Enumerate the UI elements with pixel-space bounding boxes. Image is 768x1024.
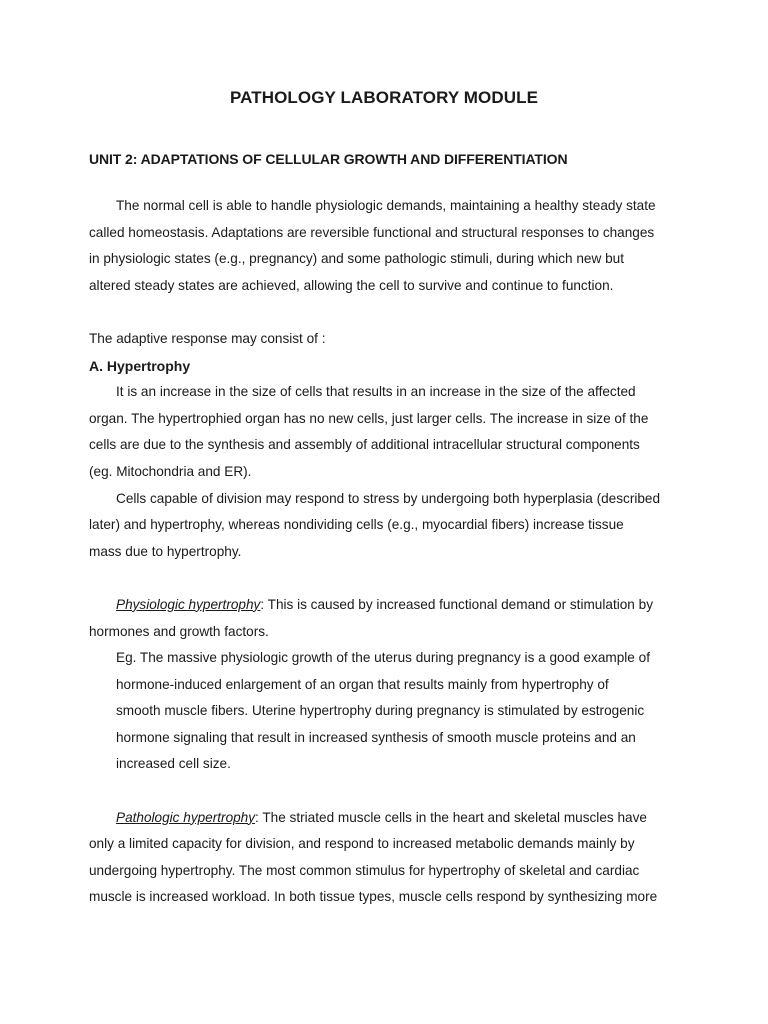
example-line: Eg. The massive physiologic growth of the uterus during pregnancy is a good example of — [116, 650, 650, 666]
physiologic-term: Physiologic hypertrophy — [116, 596, 261, 612]
section-a-heading: A. Hypertrophy — [89, 357, 191, 374]
physiologic-line — [89, 592, 684, 619]
hypertrophy-line: cells are due to the synthesis and assembly of additional intracellular structural components — [89, 437, 640, 453]
pathologic-text: : The striated muscle cells in the heart and skeletal muscles have — [255, 809, 647, 825]
pathologic-line: undergoing hypertrophy. The most common stimulus for hypertrophy of skeletal and cardiac — [89, 862, 640, 878]
physiologic-text: : This is caused by increased functional demand or stimulation by — [260, 596, 653, 612]
hypertrophy-line: mass due to hypertrophy. — [89, 543, 242, 559]
adaptive-intro: The adaptive response may consist of : — [89, 330, 326, 346]
example-line: smooth muscle fibers. Uterine hypertrophy during pregnancy is stimulated by estrogenic — [116, 703, 645, 719]
pathologic-line: muscle is increased workload. In both tissue types, muscle cells respond by synthesizing more — [89, 889, 658, 905]
hypertrophy-line: (eg. Mitochondria and ER). — [89, 463, 252, 479]
paragraph-gap — [89, 299, 684, 326]
hypertrophy-line: organ. The hypertrophied organ has no new cells, just larger cells. The increase in size of the — [89, 410, 649, 426]
pathologic-line: only a limited capacity for division, and respond to increased metabolic demands mainly by — [89, 836, 635, 852]
example-line: increased cell size. — [116, 756, 231, 772]
pathologic-line — [89, 805, 684, 832]
intro-line: The normal cell is able to handle physiologic demands, maintaining a healthy steady state — [116, 198, 656, 213]
hypertrophy-line: Cells capable of division may respond to stress by undergoing both hyperplasia (described — [116, 490, 661, 506]
hypertrophy-line: It is an increase in the size of cells that results in an increase in the size of the affected — [116, 384, 636, 400]
pathologic-term: Pathologic hypertrophy — [116, 809, 256, 825]
intro-line: called homeostasis. Adaptations are reversible functional and structural responses to changes — [89, 224, 655, 240]
intro-line: in physiologic states (e.g., pregnancy) and some pathologic stimuli, during which new but — [89, 251, 624, 267]
paragraph-gap — [89, 778, 684, 805]
example-line: hormone signaling that result in increased synthesis of smooth muscle proteins and an — [116, 729, 636, 745]
physiologic-line: hormones and growth factors. — [89, 623, 269, 639]
unit-heading: UNIT 2: ADAPTATIONS OF CELLULAR GROWTH AND DIFFERENTIATION — [89, 151, 568, 167]
intro-line: altered steady states are achieved, allowing the cell to survive and continue to function. — [89, 277, 614, 293]
hypertrophy-line: later) and hypertrophy, whereas nondividing cells (e.g., myocardial fibers) increase tissue — [89, 517, 624, 533]
document-title: PATHOLOGY LABORATORY MODULE — [229, 88, 539, 107]
paragraph-gap — [89, 565, 684, 592]
document-body — [89, 193, 684, 911]
example-line: hormone-induced enlargement of an organ that results mainly from hypertrophy of — [116, 676, 609, 692]
